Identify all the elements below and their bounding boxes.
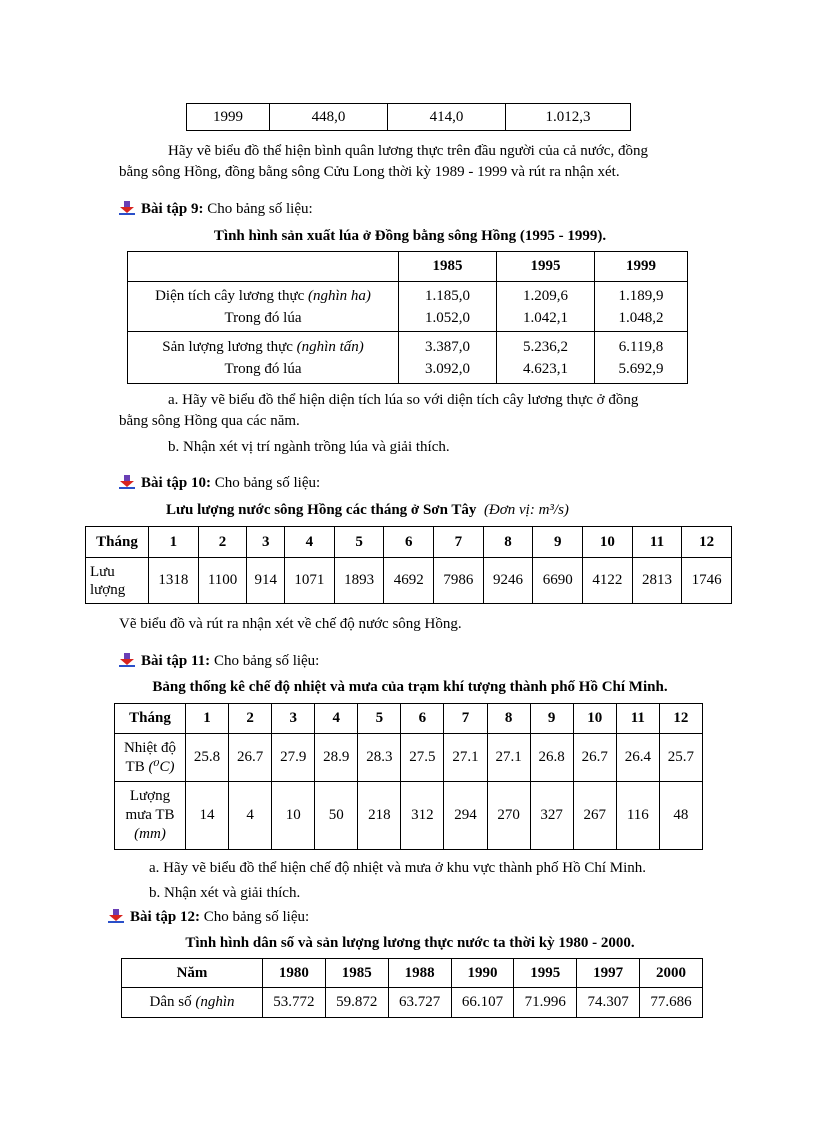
table-cell: 1100	[198, 558, 247, 604]
table-title: Tình hình sản xuất lúa ở Đồng bằng sông Hồng (1995 - 1999).	[213, 228, 607, 244]
month-cell: 8	[487, 704, 530, 734]
row-label	[128, 282, 399, 332]
table-cell: 74.307	[577, 988, 640, 1018]
exercise-label: Bài tập 11:	[141, 653, 211, 669]
table-cell: 1893	[334, 558, 384, 604]
table-header-row	[128, 252, 688, 282]
exercise-lead: Cho bảng số liệu:	[214, 475, 321, 491]
year-header: 1985	[399, 252, 497, 282]
table-cell: 1.012,3	[506, 104, 631, 131]
paragraph-line: bằng sông Hồng qua các năm.	[119, 413, 300, 429]
table-cell: 267	[573, 782, 616, 850]
table-cell: 26.4	[616, 734, 659, 782]
table-row	[128, 332, 688, 384]
table-cell: 1071	[285, 558, 335, 604]
table-cell: 59.872	[325, 988, 388, 1018]
month-cell: 10	[573, 704, 616, 734]
question-a	[149, 858, 729, 879]
title-text: Lưu lượng nước sông Hồng các tháng ở Sơn Tây	[166, 502, 477, 518]
table-cell: 27.9	[272, 734, 315, 782]
month-cell: 1	[149, 527, 199, 558]
arrow-bullet-icon	[119, 201, 135, 215]
table-cell: 218	[358, 782, 401, 850]
table-cell: 27.1	[487, 734, 530, 782]
question-b	[149, 883, 709, 904]
paragraph	[119, 162, 729, 183]
climate-table	[114, 703, 703, 850]
table-header-row	[86, 527, 732, 558]
table-cell: 1746	[682, 558, 732, 604]
table-title	[166, 502, 569, 519]
table-row	[122, 988, 703, 1018]
table-cell: 6690	[533, 558, 583, 604]
table-header-row	[122, 959, 703, 988]
paragraph-line: a. Hãy vẽ biểu đồ thể hiện diện tích lúa so với diện tích cây lương thực ở đồng	[168, 392, 639, 408]
table-cell: 1318	[149, 558, 199, 604]
month-cell: 9	[530, 704, 573, 734]
table-cell: 1.185,0 1.052,0	[399, 282, 497, 332]
table-row	[115, 782, 703, 850]
exercise-12-heading	[108, 909, 309, 926]
paragraph-line: bằng sông Hồng, đồng bằng sông Cửu Long thời kỳ 1989 - 1999 và rút ra nhận xét.	[119, 164, 620, 180]
table-cell: 1.189,9 1.048,2	[595, 282, 688, 332]
year-header: 1980	[263, 959, 326, 988]
empty-header	[128, 252, 399, 282]
exercise-9-heading	[119, 201, 313, 218]
table-cell: 4	[229, 782, 272, 850]
table-cell: 448,0	[270, 104, 388, 131]
month-cell: 7	[434, 527, 484, 558]
month-cell: 10	[583, 527, 633, 558]
question-a-cont	[119, 411, 719, 432]
top-table	[186, 103, 631, 131]
note	[119, 614, 719, 635]
month-cell: 2	[229, 704, 272, 734]
table-row	[115, 734, 703, 782]
table-cell: 270	[487, 782, 530, 850]
month-cell: 5	[358, 704, 401, 734]
table-cell: 14	[186, 782, 229, 850]
table-cell: 26.8	[530, 734, 573, 782]
paragraph	[168, 141, 728, 162]
month-cell: 11	[616, 704, 659, 734]
year-header: 1995	[514, 959, 577, 988]
unit-text: (nghìn tấn)	[296, 338, 364, 355]
month-cell: 7	[444, 704, 487, 734]
rice-table	[127, 251, 688, 384]
year-header: 1988	[388, 959, 451, 988]
table-cell: 27.1	[444, 734, 487, 782]
month-cell: 1	[186, 704, 229, 734]
month-cell: 8	[483, 527, 533, 558]
exercise-lead: Cho bảng số liệu:	[213, 653, 320, 669]
row-label: Lưu lượng	[86, 558, 149, 604]
row-label	[128, 332, 399, 384]
paragraph-line: b. Nhận xét và giải thích.	[149, 885, 301, 901]
paragraph-line: a. Hãy vẽ biểu đồ thể hiện chế độ nhiệt và mưa ở khu vực thành phố Hồ Chí Minh.	[149, 860, 647, 876]
table-cell: 116	[616, 782, 659, 850]
month-header: Tháng	[86, 527, 149, 558]
table-row	[86, 558, 732, 604]
exercise-lead: Cho bảng số liệu:	[203, 909, 310, 925]
table-cell: 48	[659, 782, 702, 850]
year-header-label: Năm	[122, 959, 263, 988]
arrow-bullet-icon	[119, 475, 135, 489]
table-cell: 25.7	[659, 734, 702, 782]
unit-text: (nghìn ha)	[307, 287, 371, 304]
table-cell: 50	[315, 782, 358, 850]
table-cell: 312	[401, 782, 444, 850]
table-cell: 63.727	[388, 988, 451, 1018]
exercise-10-heading	[119, 475, 320, 492]
exercise-lead: Cho bảng số liệu:	[207, 201, 313, 217]
question-a	[168, 390, 728, 411]
sub-label: Trong đó lúa	[224, 309, 302, 326]
month-cell: 3	[272, 704, 315, 734]
label-text: Sản lượng lương thực	[162, 338, 293, 355]
table-cell: 294	[444, 782, 487, 850]
month-cell: 12	[659, 704, 702, 734]
table-cell: 27.5	[401, 734, 444, 782]
table-cell: 1999	[187, 104, 270, 131]
exercise-11-heading	[119, 653, 319, 670]
table-cell: 4692	[384, 558, 434, 604]
table-cell: 4122	[583, 558, 633, 604]
table-cell: 71.996	[514, 988, 577, 1018]
table-cell: 1.209,6 1.042,1	[497, 282, 595, 332]
exercise-label: Bài tập 10:	[141, 475, 212, 491]
table-cell: 77.686	[640, 988, 703, 1018]
month-cell: 3	[247, 527, 285, 558]
table-cell: 9246	[483, 558, 533, 604]
month-cell: 6	[401, 704, 444, 734]
row-label: Nhiệt độ TB (⁰C)	[115, 734, 186, 782]
year-header: 1985	[325, 959, 388, 988]
table-cell: 7986	[434, 558, 484, 604]
exercise-label: Bài tập 12:	[130, 909, 201, 925]
table-cell: 28.3	[358, 734, 401, 782]
table-cell: 5.236,2 4.623,1	[497, 332, 595, 384]
table-cell: 2813	[632, 558, 682, 604]
row-label: Dân số (nghìn	[122, 988, 263, 1018]
table-title: Bảng thống kê chế độ nhiệt và mưa của trạm khí tượng thành phố Hồ Chí Minh.	[152, 679, 668, 695]
exercise-label: Bài tập 9:	[141, 201, 204, 217]
table-cell: 26.7	[573, 734, 616, 782]
table-cell: 327	[530, 782, 573, 850]
table-cell: 66.107	[451, 988, 514, 1018]
month-cell: 4	[285, 527, 335, 558]
question-b	[168, 437, 728, 458]
population-table	[121, 958, 703, 1018]
table-cell: 26.7	[229, 734, 272, 782]
month-cell: 6	[384, 527, 434, 558]
table-cell: 28.9	[315, 734, 358, 782]
month-cell: 9	[533, 527, 583, 558]
paragraph-line: Hãy vẽ biểu đồ thể hiện bình quân lương thực trên đầu người của cả nước, đồng	[168, 143, 648, 159]
year-header: 1999	[595, 252, 688, 282]
label-text: Diện tích cây lương thực	[155, 287, 305, 304]
table-row	[187, 104, 631, 131]
table-cell: 414,0	[388, 104, 506, 131]
month-cell: 2	[198, 527, 247, 558]
table-title: Tình hình dân số và sản lượng lương thực nước ta thời kỳ 1980 - 2000.	[185, 935, 635, 951]
flow-table	[85, 526, 732, 604]
paragraph-line: Vẽ biểu đồ và rút ra nhận xét về chế độ nước sông Hồng.	[119, 616, 462, 632]
table-cell: 3.387,0 3.092,0	[399, 332, 497, 384]
paragraph-line: b. Nhận xét vị trí ngành trồng lúa và giải thích.	[168, 439, 450, 455]
sub-label: Trong đó lúa	[224, 360, 302, 377]
arrow-bullet-icon	[119, 653, 135, 667]
year-header: 1995	[497, 252, 595, 282]
row-label: Lượng mưa TB (mm)	[115, 782, 186, 850]
unit-text: (Đơn vị: m³/s)	[483, 502, 569, 518]
arrow-bullet-icon	[108, 909, 124, 923]
table-cell: 914	[247, 558, 285, 604]
year-header: 2000	[640, 959, 703, 988]
year-header: 1997	[577, 959, 640, 988]
month-cell: 11	[632, 527, 682, 558]
month-header: Tháng	[115, 704, 186, 734]
month-cell: 5	[334, 527, 384, 558]
table-cell: 10	[272, 782, 315, 850]
table-cell: 6.119,8 5.692,9	[595, 332, 688, 384]
year-header: 1990	[451, 959, 514, 988]
table-row	[128, 282, 688, 332]
month-cell: 12	[682, 527, 732, 558]
table-header-row	[115, 704, 703, 734]
table-cell: 25.8	[186, 734, 229, 782]
table-cell: 53.772	[263, 988, 326, 1018]
month-cell: 4	[315, 704, 358, 734]
